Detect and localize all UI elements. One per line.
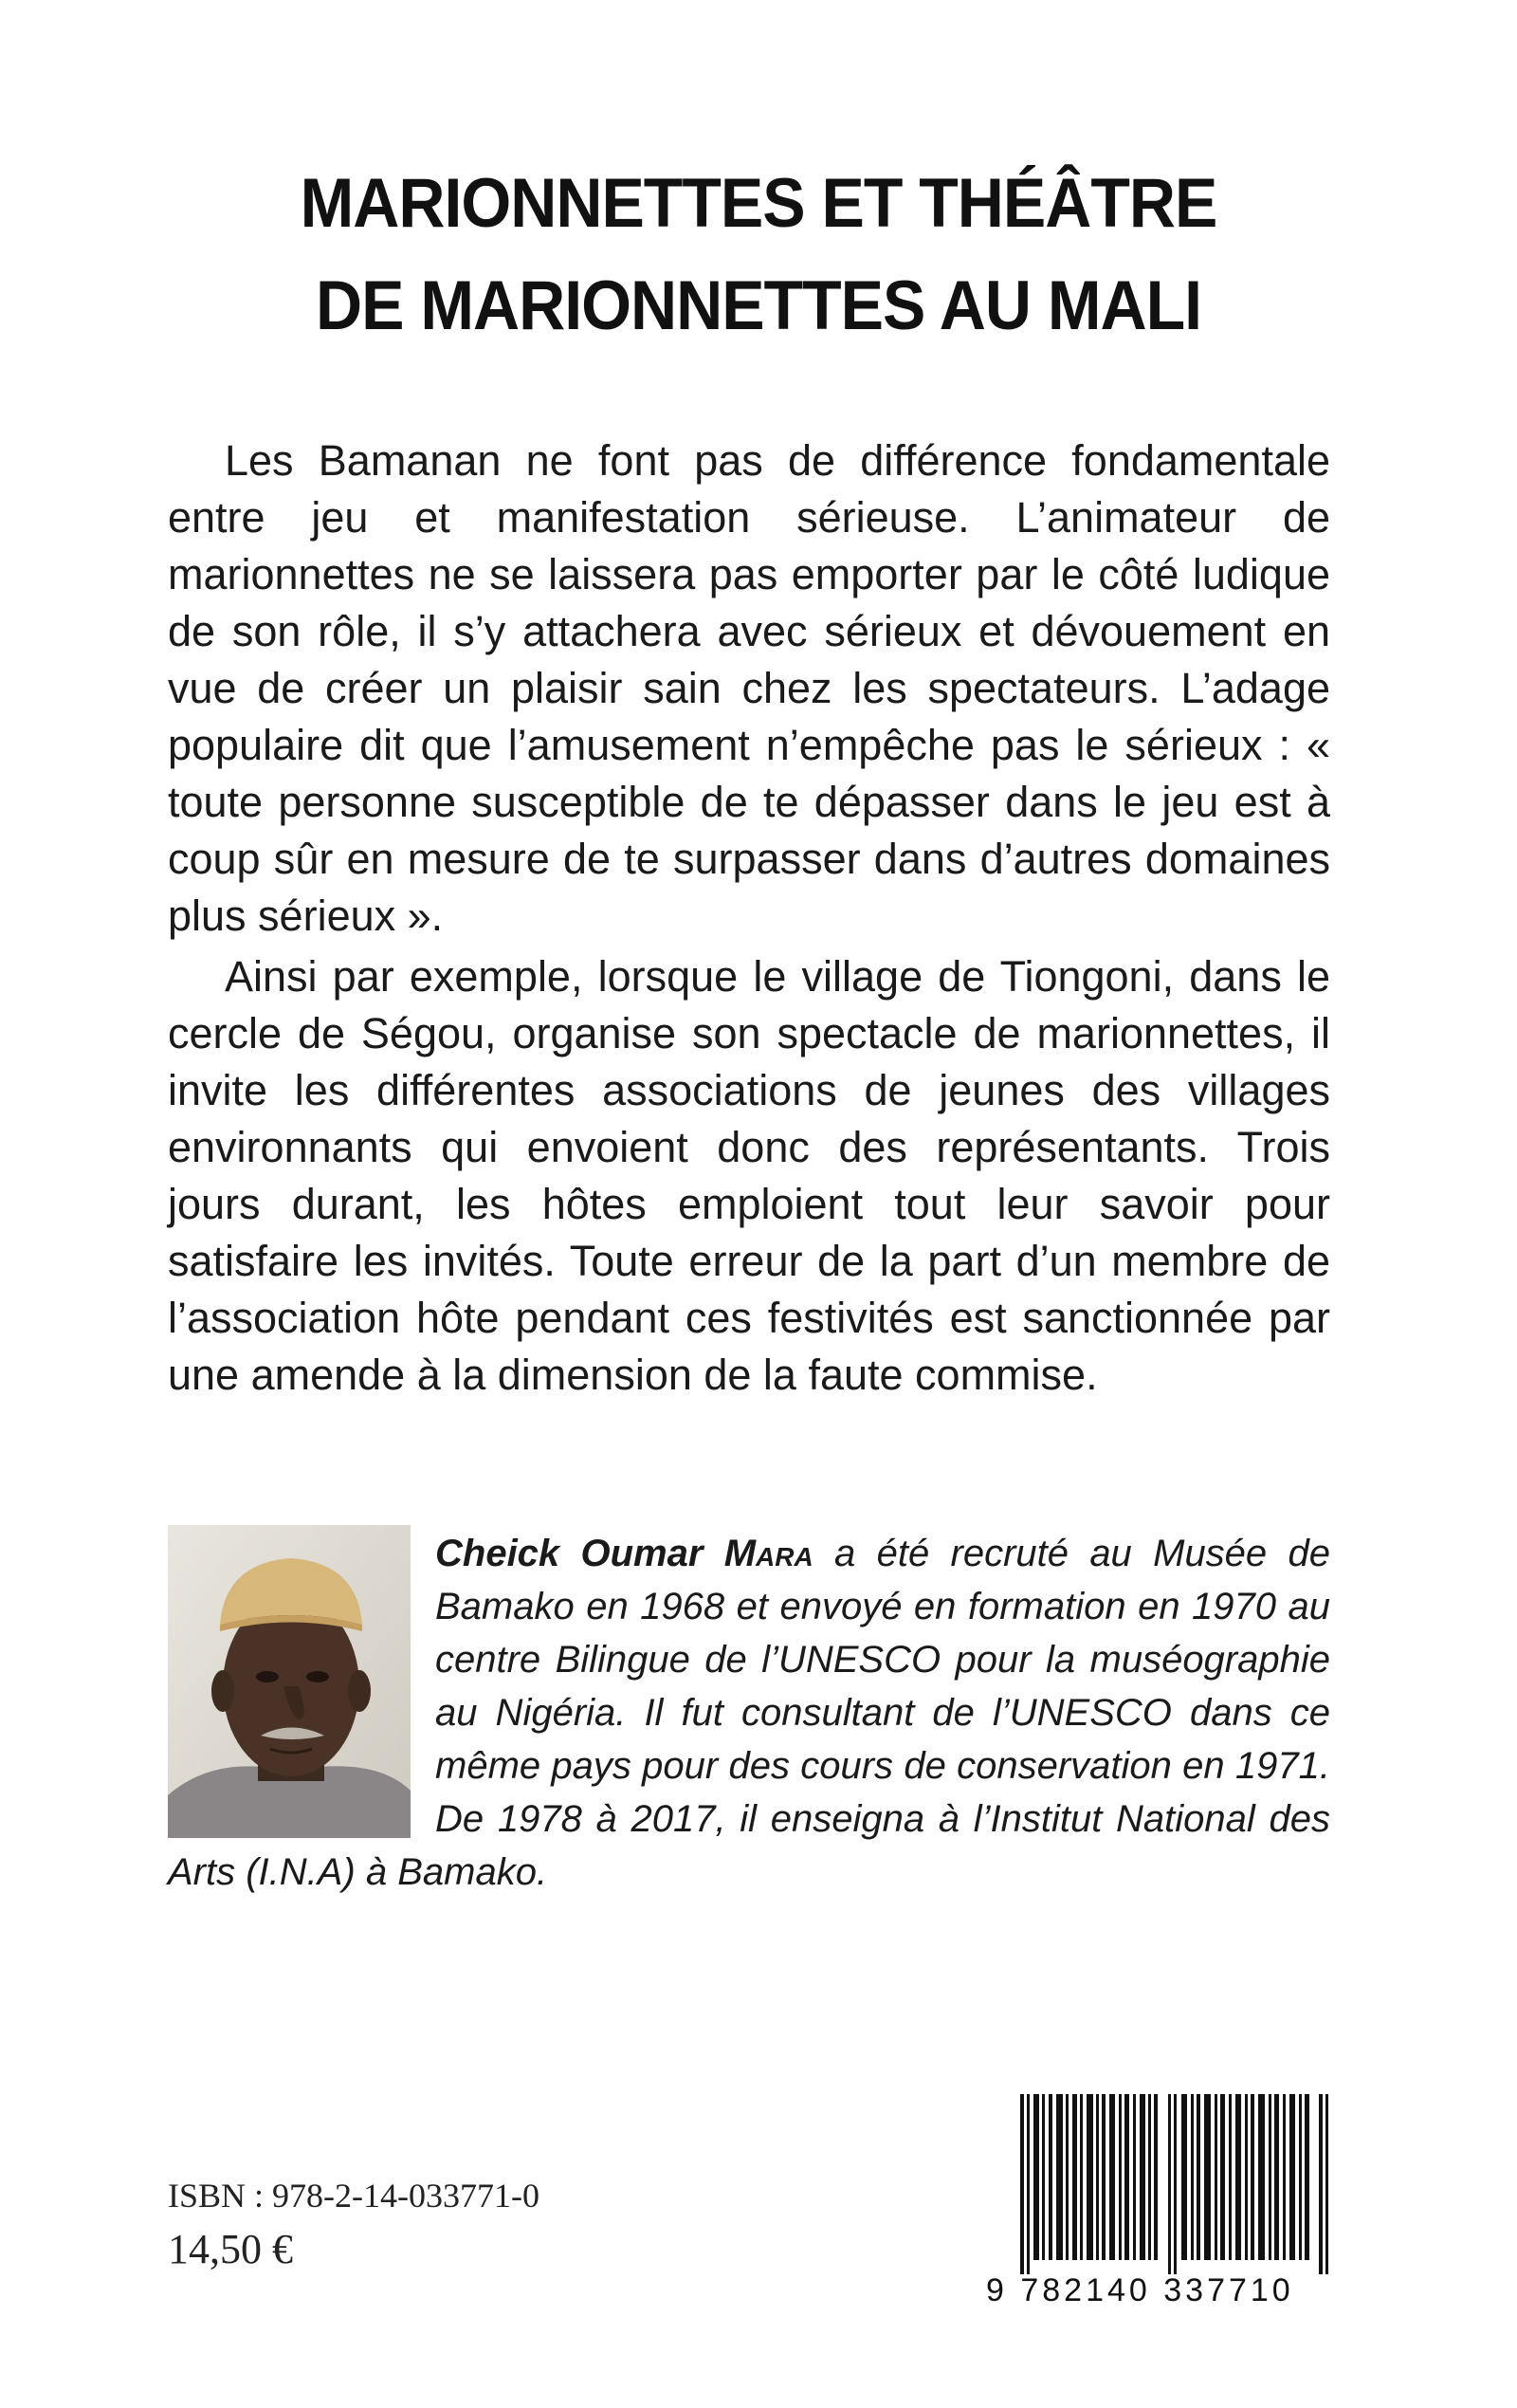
- barcode-digits: 9 782140 337710: [986, 2272, 1294, 2308]
- blurb-paragraph-2: Ainsi par exemple, lorsque le village de Tiongoni, dans le cercle de Ségou, organise son spectacle de marionnettes, il invite les différentes associations de jeunes des villages environnants qui envoient donc des représentants. Trois jours durant, les hôtes emploient tout leur savoir pour satisfaire les invités. Toute erreur de la part d’un membre de l’association hôte pendant ces festivités est sanctionnée par une amende à la dimension de la faute commise.: [168, 952, 1330, 1399]
- author-first-names: Cheick Oumar: [435, 1533, 704, 1574]
- author-surname: Mara: [723, 1533, 813, 1574]
- isbn: ISBN : 978-2-14-033771-0: [168, 2177, 539, 2215]
- title-line-1: MARIONNETTES ET THÉÂTRE: [300, 163, 1217, 243]
- price: 14,50 €: [168, 2226, 293, 2272]
- book-title: [0, 152, 1517, 357]
- barcode: [1020, 2094, 1333, 2274]
- blurb-paragraph-1: Les Bamanan ne font pas de différence fondamentale entre jeu et manifestation sérieuse. L’animateur de marionnettes ne se laissera pas emporter par le côté ludique de son rôle, il s’y attachera avec sérieux et dévouement en vue de créer un plaisir sain chez les spectateurs. L’adage populaire dit que l’amusement n’empêche pas le sérieux : « toute personne susceptible de te dépasser dans le jeu est à coup sûr en mesure de te surpasser dans d’autres domaines plus sérieux ».: [168, 436, 1330, 940]
- author-bio: [168, 1527, 1330, 1899]
- author-bio-text: a été recruté au Musée de Bamako en 1968 et envoyé en formation en 1970 au centre Bilingue de l’UNESCO pour la muséographie au Nigéria. Il fut consultant de l’UNESCO dans ce même pays pour des cours de conservation en 1971. De 1978 à 2017, il enseigna à l’Institut National des Arts (I.N.A) à Bamako.: [168, 1533, 1330, 1893]
- title-line-2: DE MARIONNETTES AU MALI: [315, 266, 1201, 345]
- photo-spacer: [168, 1527, 435, 1840]
